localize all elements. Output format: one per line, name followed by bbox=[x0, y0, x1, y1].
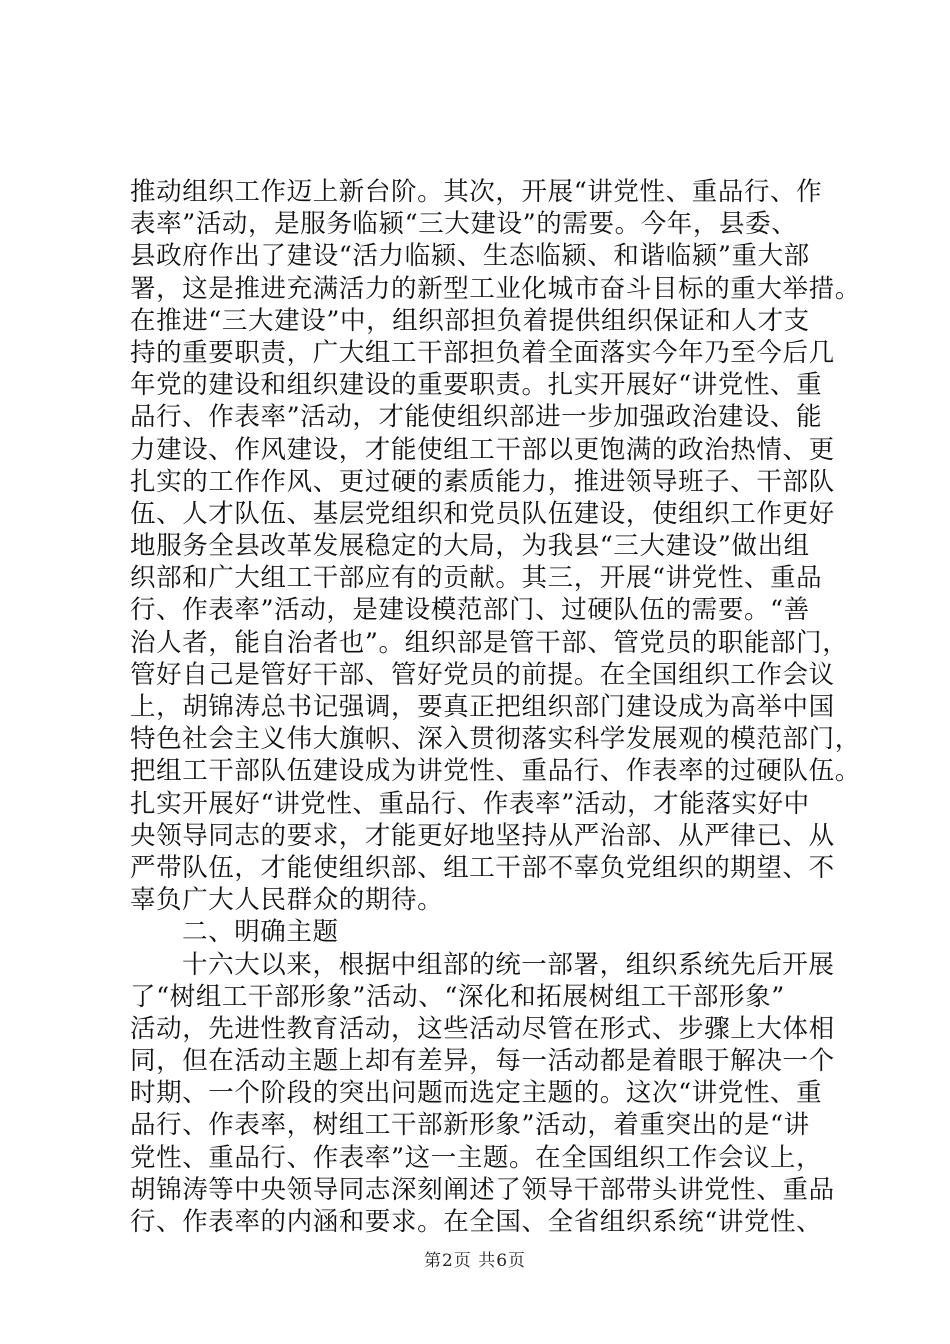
text-line: 年党的建设和组织建设的重要职责。扎实开展好“讲党性、重 bbox=[130, 370, 823, 401]
text-line: 品行、作表率，树组工干部新形象”活动，着重突出的是“讲 bbox=[130, 1110, 810, 1141]
text-line: 胡锦涛等中央领导同志深刻阐述了领导干部带头讲党性、重品 bbox=[130, 1174, 835, 1205]
text-line: 行、作表率”活动，是建设模范部门、过硬队伍的需要。“善 bbox=[130, 595, 810, 626]
text-line: 同，但在活动主题上却有差异，每一活动都是着眼于解决一个 bbox=[130, 1046, 835, 1077]
text-line: 治人者，能自治者也”。组织部是管干部、管党员的职能部门， bbox=[130, 627, 849, 658]
text-line: 行、作表率的内涵和要求。在全国、全省组织系统“讲党性、 bbox=[130, 1207, 823, 1237]
text-line: 特色社会主义伟大旗帜、深入贯彻落实科学发展观的模范部门， bbox=[130, 724, 861, 755]
page-footer bbox=[0, 1246, 950, 1271]
text-line: 党性、重品行、作表率”这一主题。在全国组织工作会议上， bbox=[130, 1142, 823, 1173]
section-heading: 二、明确主题 bbox=[182, 917, 339, 948]
text-line: 扎实开展好“讲党性、重品行、作表率”活动，才能落实好中 bbox=[130, 788, 810, 819]
text-line: 伍、人才队伍、基层党组织和党员队伍建设，使组织工作更好 bbox=[130, 498, 835, 529]
text-line: 署，这是推进充满活力的新型工业化城市奋斗目标的重大举措。 bbox=[130, 273, 861, 304]
text-line: 严带队伍，才能使组织部、组工干部不辜负党组织的期望、不 bbox=[130, 852, 835, 883]
document-body bbox=[130, 176, 861, 1238]
text-line: 活动，先进性教育活动，这些活动尽管在形式、步骤上大体相 bbox=[130, 1013, 835, 1044]
text-line: 把组工干部队伍建设成为讲党性、重品行、作表率的过硬队伍。 bbox=[130, 756, 861, 787]
text-line: 持的重要职责，广大组工干部担负着全面落实今年乃至今后几 bbox=[130, 337, 835, 368]
text-line: 央领导同志的要求，才能更好地坚持从严治部、从严律已、从 bbox=[130, 820, 835, 851]
text-line: 织部和广大组工干部应有的贡献。其三，开展“讲党性、重品 bbox=[130, 563, 823, 594]
text-line: 品行、作表率”活动，才能使组织部进一步加强政治建设、能 bbox=[130, 402, 823, 433]
text-line: 上，胡锦涛总书记强调，要真正把组织部门建设成为高举中国 bbox=[130, 692, 835, 722]
page-number-label: 第2页 共6页 bbox=[423, 1251, 527, 1271]
text-line: 十六大以来，根据中组部的统一部署，组织系统先后开展 bbox=[182, 949, 835, 980]
text-line: 扎实的工作作风、更过硬的素质能力，推进领导班子、干部队 bbox=[130, 466, 835, 497]
text-line: 辜负广大人民群众的期待。 bbox=[130, 885, 444, 916]
text-line: 力建设、作风建设，才能使组工干部以更饱满的政治热情、更 bbox=[130, 434, 835, 465]
text-line: 推动组织工作迈上新台阶。其次，开展“讲党性、重品行、作 bbox=[130, 177, 823, 207]
text-line: 了“树组工干部形象”活动、“深化和拓展树组工干部形象” bbox=[130, 981, 785, 1012]
text-line: 县政府作出了建设“活力临颍、生态临颍、和谐临颍”重大部 bbox=[130, 241, 810, 272]
text-line: 地服务全县改革发展稳定的大局，为我县“三大建设”做出组 bbox=[130, 531, 810, 562]
text-line: 管好自己是管好干部、管好党员的前提。在全国组织工作会议 bbox=[130, 659, 835, 690]
text-line: 在推进“三大建设”中，组织部担负着提供组织保证和人才支 bbox=[130, 305, 810, 336]
text-line: 时期、一个阶段的突出问题而选定主题的。这次“讲党性、重 bbox=[130, 1078, 823, 1109]
text-line: 表率”活动，是服务临颍“三大建设”的需要。今年，县委、 bbox=[130, 209, 798, 240]
